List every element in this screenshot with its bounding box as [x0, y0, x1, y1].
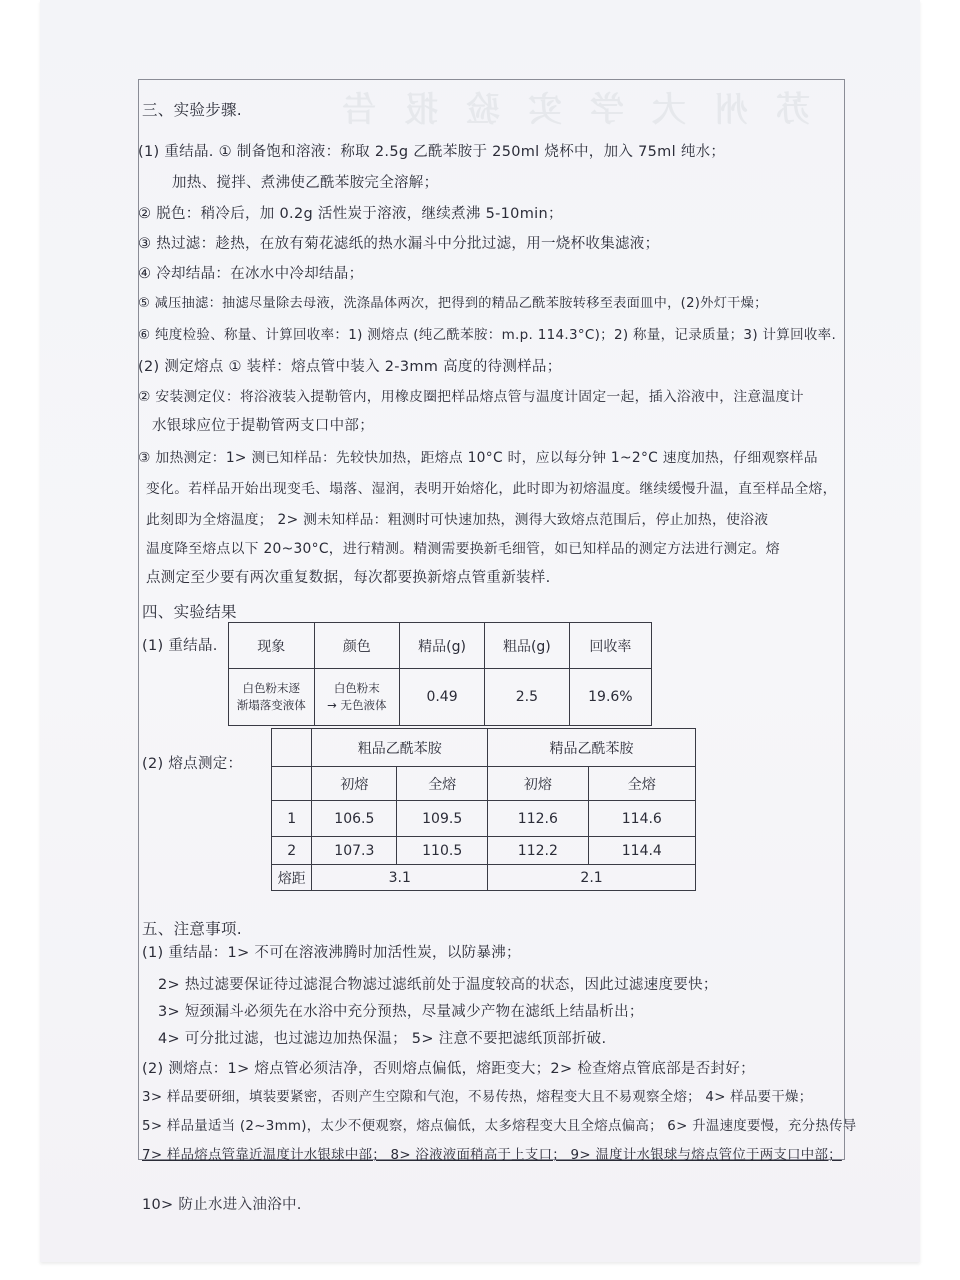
step-line: ② 脱色：稍冷后，加 0.2g 活性炭于溶液，继续煮沸 5-10min； [138, 206, 563, 222]
cell-crude: 2.5 [485, 669, 570, 726]
step-line: 此刻即为全熔温度； 2> 测未知样品：粗测时可快速加热，测得大致熔点范围后，停止加热，使浴液 [146, 512, 769, 528]
step-line: 点测定至少要有两次重复数据，每次都要换新熔点管重新装样. [146, 570, 551, 586]
header-crude: 粗品(g) [485, 623, 570, 669]
step-line: ② 安装测定仪：将浴液装入提勒管内，用橡皮圈把样品熔点管与温度计固定一起，插入浴液中，注意温度计 [138, 389, 804, 405]
step-line: ④ 冷却结晶：在冰水中冷却结晶； [138, 266, 364, 282]
cell-color [314, 669, 400, 726]
value-cell: 114.6 [588, 801, 695, 837]
subheader: 初熔 [312, 767, 397, 801]
step-line: ⑤ 减压抽滤：抽滤尽量除去母液，洗涤晶体两次，把得到的精品乙酰苯胺转移至表面皿中，(2)外灯干燥； [138, 296, 768, 311]
step-line: ⑥ 纯度检验、称量、计算回收率：1) 测熔点 (纯乙酰苯胺：m.p. 114.3°C)；2) 称量，记录质量；3) 计算回收率. [138, 327, 837, 343]
note-line: 3> 样品要研细，填装要紧密，否则产生空隙和气泡，不易传热，熔程变大且不易观察全熔； 4> 样品要干燥； [142, 1090, 813, 1105]
step-line: ③ 热过滤：趁热，在放有菊花滤纸的热水漏斗中分批过滤，用一烧杯收集滤液； [138, 236, 660, 252]
value-cell: 112.6 [488, 801, 589, 837]
recrystallization-table [228, 622, 652, 726]
value-cell: 107.3 [312, 837, 397, 865]
note-line: (2) 测熔点：1> 熔点管必须洁净，否则熔点偏低，熔距变大；2> 检查熔点管底部是否封好； [142, 1061, 755, 1077]
step-line: 加热、搅拌、煮沸使乙酰苯胺完全溶解； [172, 175, 439, 191]
corner-cell [272, 729, 312, 767]
cell-phenomenon [229, 669, 315, 726]
header-color: 颜色 [314, 623, 400, 669]
bleed-through-text: 苏州大学实验报告 [314, 90, 810, 130]
phenomenon-line: 白色粉末逐 [242, 681, 301, 695]
range-crude: 3.1 [312, 865, 488, 891]
subheader: 全熔 [397, 767, 488, 801]
melting-point-label: (2) 熔点测定： [142, 756, 243, 772]
step-line: (2) 测定熔点 ① 装样：熔点管中装入 2-3mm 高度的待测样品； [138, 359, 562, 375]
subheader: 初熔 [488, 767, 589, 801]
value-cell: 110.5 [397, 837, 488, 865]
trial-number: 2 [272, 837, 312, 865]
note-line: 4> 可分批过滤，也过滤边加热保温； 5> 注意不要把滤纸顶部折破. [158, 1031, 607, 1047]
color-line: 白色粉末 [333, 681, 380, 695]
header-refined: 精品(g) [400, 623, 485, 669]
note-line: 10> 防止水进入油浴中. [142, 1197, 302, 1213]
range-refined: 2.1 [488, 865, 696, 891]
value-cell: 109.5 [397, 801, 488, 837]
empty-cell [272, 767, 312, 801]
note-line: 5> 样品量适当 (2~3mm)，太少不便观察，熔点偏低，太多熔程变大且全熔点偏高； 6> 升温速度要慢，充分热传导 [142, 1119, 857, 1134]
cell-recovery: 19.6% [569, 669, 651, 726]
color-line: → 无色液体 [327, 698, 387, 712]
subheader: 全熔 [588, 767, 695, 801]
step-line: 变化。若样品开始出现变毛、塌落、湿润，表明开始熔化，此时即为初熔温度。继续缓慢升温，直至样品全熔， [146, 481, 837, 497]
section-5-heading: 五、注意事项. [142, 920, 243, 938]
range-label: 熔距 [272, 865, 312, 891]
step-line: 水银球应位于提勒管两支口中部； [152, 418, 374, 434]
step-line: 温度降至熔点以下 20~30°C，进行精测。精测需要换新毛细管，如已知样品的测定方法进行测定。熔 [146, 541, 780, 557]
note-line: (1) 重结晶：1> 不可在溶液沸腾时加活性炭，以防暴沸； [142, 945, 521, 961]
trial-number: 1 [272, 801, 312, 837]
value-cell: 112.2 [488, 837, 589, 865]
note-line: 3> 短颈漏斗必须先在水浴中充分预热，尽量减少产物在滤纸上结晶析出； [158, 1004, 644, 1020]
section-3-heading: 三、实验步骤. [142, 101, 243, 119]
recrystallization-label: (1) 重结晶. [142, 638, 218, 654]
step-line: (1) 重结晶. ① 制备饱和溶液：称取 2.5g 乙酰苯胺于 250ml 烧杯中，加入 75ml 纯水； [138, 144, 726, 160]
note-line: 2> 热过滤要保证待过滤混合物滤过滤纸前处于温度较高的状态，因此过滤速度要快； [158, 977, 718, 993]
value-cell: 114.4 [588, 837, 695, 865]
note-line: 7> 样品熔点管靠近温度计水银球中部； 8> 浴液液面稍高于上支口； 9> 温度计水银球与熔点管位于两支口中部； [142, 1148, 842, 1163]
header-phenomenon: 现象 [229, 623, 315, 669]
step-line: ③ 加热测定：1> 测已知样品：先较快加热，距熔点 10°C 时，应以每分钟 1~2°C 速度加热，仔细观察样品 [138, 450, 818, 466]
value-cell: 106.5 [312, 801, 397, 837]
header-recovery: 回收率 [569, 623, 651, 669]
group-crude: 粗品乙酰苯胺 [312, 729, 488, 767]
section-4-heading: 四、实验结果 [142, 603, 237, 621]
phenomenon-line: 渐塌落变液体 [236, 698, 306, 712]
group-refined: 精品乙酰苯胺 [488, 729, 696, 767]
cell-refined: 0.49 [400, 669, 485, 726]
melting-point-table [271, 728, 696, 891]
